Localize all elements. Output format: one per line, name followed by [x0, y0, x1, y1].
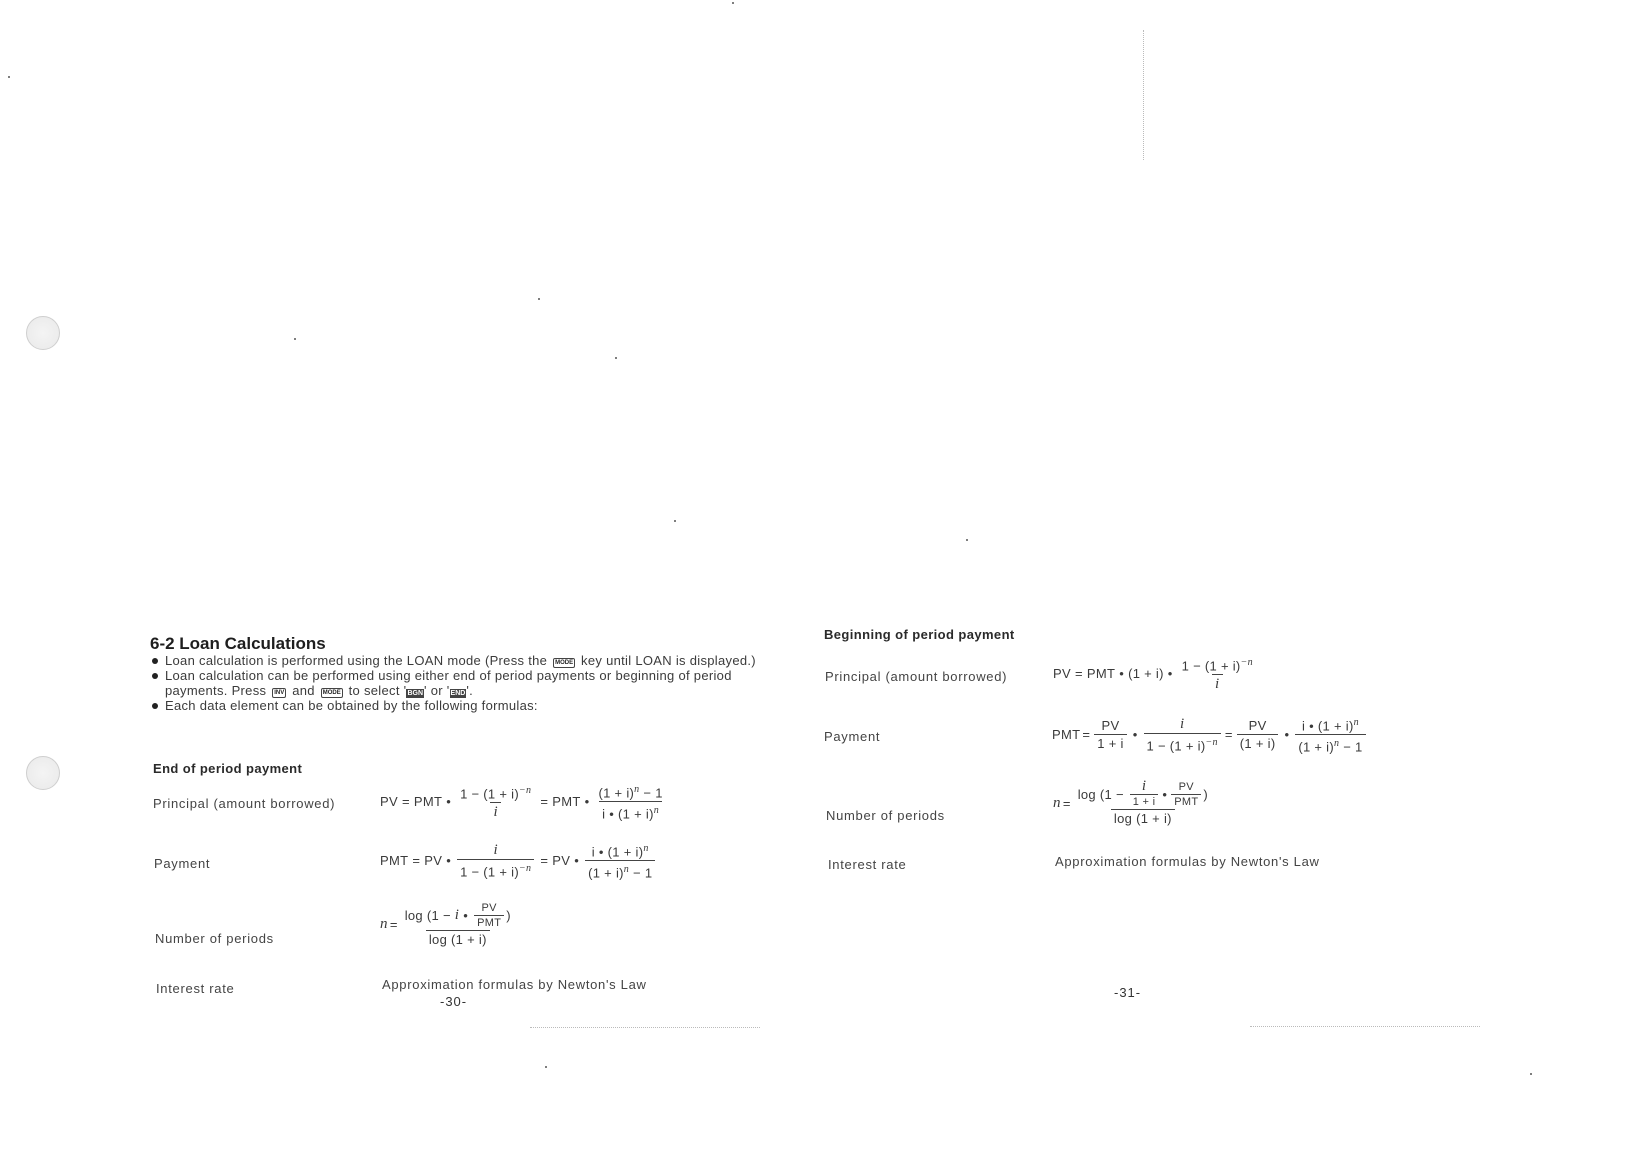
fraction: $\frac{i}{1 + i}$ — [1130, 780, 1159, 808]
formula-pmt-end: PMT = PV • $\frac{i}{1 - (1 + i)^{-n}}$ = PV • $\frac{i • (1 + i)^n}{(1 + i)^n - 1}$ — [380, 841, 657, 881]
bullet-list — [150, 653, 790, 713]
scan-speck — [966, 539, 968, 541]
mode-key-icon: MODE — [322, 690, 341, 696]
label-principal: Principal (amount borrowed) — [153, 796, 336, 811]
scan-speck — [538, 298, 540, 300]
page-number-right: -31- — [1114, 985, 1142, 1000]
fraction: $\frac{1 - (1 + i)^{-n}}{i}$ — [460, 785, 532, 821]
fraction: $\frac{PV}{1 + i}$ — [1094, 718, 1126, 751]
bullet-item — [150, 698, 790, 713]
scan-speck — [615, 357, 617, 359]
rate-text-left: Approximation formulas by Newton's Law — [382, 977, 647, 992]
scan-speck — [674, 520, 676, 522]
subheading-end-of-period: End of period payment — [153, 761, 303, 776]
bullet-text: Loan calculation can be performed using either end of period payments or beginning of period payments. Press — [165, 668, 732, 698]
mode-key-icon: MODE — [555, 660, 574, 666]
page-number-left: -30- — [440, 994, 468, 1009]
formula-pv-end: PV = PMT • $\frac{1 - (1 + i)^{-n}}{i}$ = PMT • $\frac{(1 + i)^n - 1}{i • (1 + i)^n}$ — [380, 782, 668, 822]
bullet-item — [150, 668, 790, 698]
label-rate: Interest rate — [828, 857, 907, 872]
label-rate: Interest rate — [156, 981, 235, 996]
bullet-text: '. — [466, 683, 474, 698]
scan-speck — [8, 76, 10, 78]
bullet-text: ' or ' — [424, 683, 450, 698]
fraction: log (1 − i • $\frac{PV}{\text{PMT}}$ ) log (1 + i) — [404, 902, 511, 947]
scan-noise — [1250, 1026, 1480, 1028]
fraction: $\frac{(1 + i)^n - 1}{i • (1 + i)^n}$ — [598, 784, 663, 822]
fraction: $\frac{i • (1 + i)^n}{(1 + i)^n - 1}$ — [585, 841, 655, 881]
label-payment: Payment — [154, 856, 211, 871]
bullet-text: to select ' — [348, 683, 407, 698]
fraction: log (1 − $\frac{i}{1 + i}$ • $\frac{PV}{\text{PMT}}$ ) log (1 + i) — [1077, 778, 1208, 826]
fraction: $\frac{i • (1 + i)^n}{(1 + i)^n - 1}$ — [1295, 715, 1365, 755]
bullet-text: key until LOAN is displayed.) — [581, 653, 756, 668]
formula-pmt-begin: PMT = $\frac{PV}{1 + i}$ • $\frac{i}{1 - (1 + i)^{-n}}$ = $\frac{PV}{(1 + i)}$ • $\frac{i • (1 + i)^n}{(1 + i)^n - 1}$ — [1052, 715, 1368, 755]
fraction: $\frac{i}{1 - (1 + i)^{-n}}$ — [1144, 716, 1221, 753]
punch-hole-top — [26, 316, 60, 350]
fraction: $\frac{PV}{\text{PMT}}$ — [474, 902, 504, 929]
label-periods: Number of periods — [826, 808, 945, 823]
scan-speck — [545, 1066, 547, 1068]
rate-text-right: Approximation formulas by Newton's Law — [1055, 854, 1320, 869]
scan-speck — [294, 338, 296, 340]
label-payment: Payment — [824, 729, 881, 744]
scan-noise — [1143, 30, 1145, 160]
bullet-text: Each data element can be obtained by the following formulas: — [165, 698, 538, 713]
label-principal: Principal (amount borrowed) — [825, 669, 1008, 684]
end-indicator-icon: END — [450, 690, 466, 697]
fraction: $\frac{i}{1 - (1 + i)^{-n}}$ — [457, 842, 534, 879]
bullet-text: and — [292, 683, 315, 698]
bullet-text: Loan calculation is performed using the LOAN mode (Press the — [165, 653, 548, 668]
scan-speck — [732, 2, 734, 4]
formula-n-begin: n = log (1 − $\frac{i}{1 + i}$ • $\frac{PV}{\text{PMT}}$ ) log (1 + i) — [1053, 780, 1213, 826]
bullet-item — [150, 653, 790, 668]
fraction: $\frac{PV}{\text{PMT}}$ — [1171, 781, 1201, 808]
formula-n-end: n = log (1 − i • $\frac{PV}{\text{PMT}}$ ) log (1 + i) — [380, 902, 516, 947]
formula-pv-begin: PV = PMT • (1 + i) • $\frac{1 - (1 + i)^{-n}}{i}$ — [1053, 655, 1258, 692]
punch-hole-bottom — [26, 756, 60, 790]
fraction: $\frac{1 - (1 + i)^{-n}}{i}$ — [1181, 657, 1253, 693]
inv-key-icon: INV — [274, 690, 285, 696]
subheading-beginning-of-period: Beginning of period payment — [824, 627, 1015, 642]
fraction: $\frac{PV}{(1 + i)}$ — [1237, 718, 1279, 751]
scan-noise — [530, 1027, 760, 1029]
scan-speck — [1530, 1073, 1532, 1075]
section-title: 6-2 Loan Calculations — [150, 634, 326, 653]
label-periods: Number of periods — [155, 931, 274, 946]
bgn-indicator-icon: BGN — [407, 690, 423, 697]
